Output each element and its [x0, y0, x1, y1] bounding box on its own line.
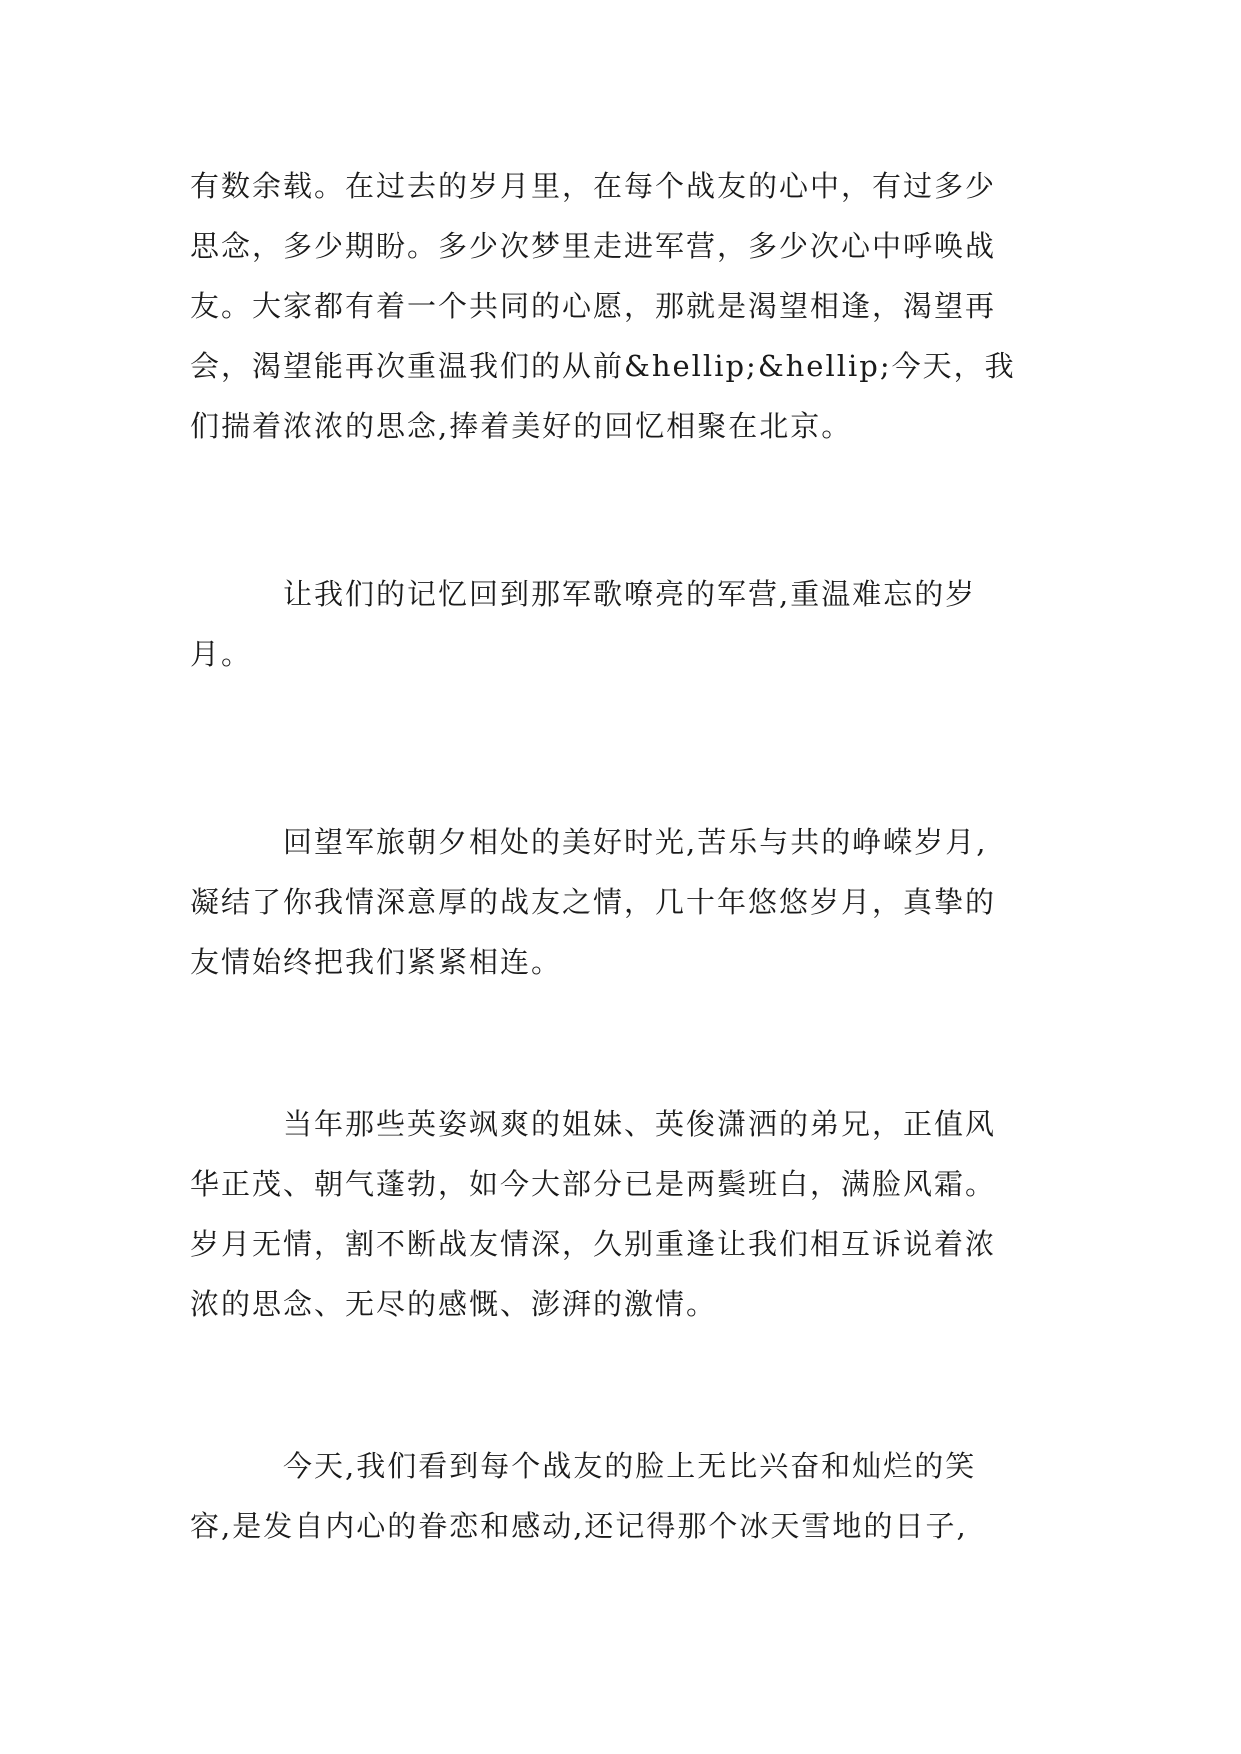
text-line: 岁月无情，割不断战友情深，久别重逢让我们相互诉说着浓 [190, 1227, 997, 1261]
paragraph-comradeship [190, 812, 1090, 992]
text-line: 凝结了你我情深意厚的战友之情，几十年悠悠岁月，真挚的 [190, 885, 997, 919]
text-line: 友。大家都有着一个共同的心愿，那就是渴望相逢，渴望再 [190, 289, 997, 323]
text-line: 浓的思念、无尽的感慨、澎湃的激情。 [190, 1287, 718, 1321]
text-line: 回望军旅朝夕相处的美好时光,苦乐与共的峥嵘岁月, [190, 825, 988, 859]
text-line: 思念，多少期盼。多少次梦里走进军营，多少次心中呼唤战 [190, 229, 997, 263]
text-line: 让我们的记忆回到那军歌嘹亮的军营,重温难忘的岁 [190, 577, 977, 611]
text-line: 当年那些英姿飒爽的姐妹、英俊潇洒的弟兄，正值风 [190, 1107, 997, 1141]
text-line: 容,是发自内心的眷恋和感动,还记得那个冰天雪地的日子, [190, 1509, 968, 1543]
paragraph-today [190, 1436, 1090, 1556]
paragraph-reunion-longing [190, 156, 1090, 456]
text-line: 们揣着浓浓的思念,捧着美好的回忆相聚在北京。 [190, 409, 853, 443]
paragraph-years-passed [190, 1094, 1090, 1334]
text-line: 有数余载。在过去的岁月里，在每个战友的心中，有过多少 [190, 169, 997, 203]
text-line: 友情始终把我们紧紧相连。 [190, 945, 563, 979]
text-line: 今天,我们看到每个战友的脸上无比兴奋和灿烂的笑 [190, 1449, 977, 1483]
text-line: 华正茂、朝气蓬勃，如今大部分已是两鬓班白，满脸风霜。 [190, 1167, 997, 1201]
text-line: 会，渴望能再次重温我们的从前&hellip;&hellip;今天，我 [190, 349, 1016, 383]
text-line: 月。 [190, 637, 253, 671]
paragraph-memory-barracks [190, 564, 1090, 684]
